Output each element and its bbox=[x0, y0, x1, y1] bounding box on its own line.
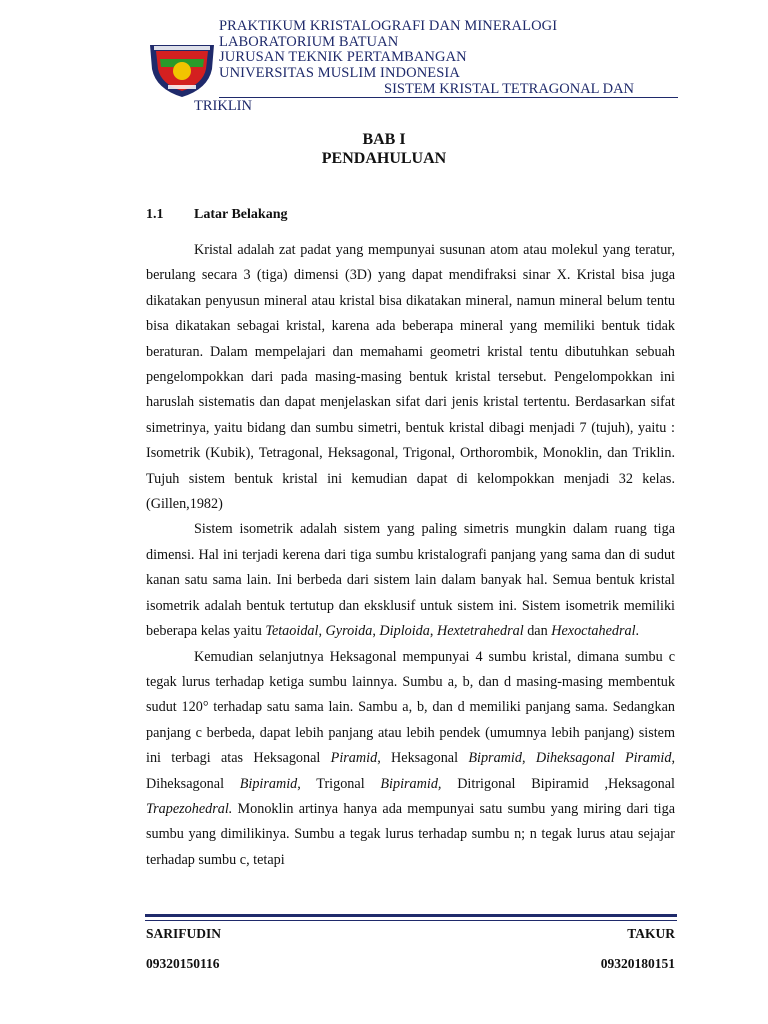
author-right-name: TAKUR bbox=[627, 926, 675, 941]
university-logo bbox=[146, 35, 218, 99]
text-run: , bbox=[429, 623, 437, 640]
italic-term: Diheksagonal Piramid bbox=[535, 750, 672, 767]
text-run: , bbox=[521, 750, 536, 767]
text-run: Ditrigonal Bipiramid ,Heksagonal bbox=[441, 775, 675, 792]
crest-bottom-banner bbox=[168, 85, 196, 89]
crest-top-banner bbox=[154, 46, 210, 50]
footer-author-left bbox=[146, 925, 221, 985]
italic-term: Bipiramid, bbox=[380, 775, 442, 792]
text-run: Monoklin artinya hanya ada mempunyai satu sumbu yang miring dari tiga sumbu yang dimilikinya. Sumbu a tegak lurus terhadap sumbu n; n tegak lurus atau sejajar terhadap sumbu c, tetapi bbox=[146, 800, 675, 868]
footer-divider-thick bbox=[145, 914, 677, 917]
header-line-3: JURUSAN TEKNIK PERTAMBANGAN bbox=[219, 49, 467, 65]
italic-term: Bipramid bbox=[468, 750, 522, 767]
header-line-4: UNIVERSITAS MUSLIM INDONESIA bbox=[219, 64, 460, 81]
text-run: , Trigonal bbox=[297, 775, 381, 792]
text-run: . bbox=[635, 623, 640, 640]
crest-yellow-center bbox=[173, 62, 191, 80]
text-run: dan bbox=[523, 623, 552, 640]
paragraph-2 bbox=[146, 517, 675, 644]
chapter-title: PENDAHULUAN bbox=[321, 150, 447, 167]
section-number: 1.1 bbox=[146, 207, 164, 222]
header-institution-block bbox=[219, 19, 557, 81]
header-subject-continued: TRIKLIN bbox=[194, 98, 252, 114]
text-run: Sistem isometrik adalah sistem yang paling simetris mungkin dalam ruang tiga dimensi. Hal ini terjadi kerena dari tiga sumbu kristalografi panjang yang sama dan di sudut kanan satu sama lain. Ini berbeda dari sistem lain dalam banyak hal. Semua bentuk kristal isometrik adalah bentuk tertutup dan eksklusif untuk sistem ini. Sistem isometrik memiliki beberapa kelas yaitu bbox=[146, 521, 675, 640]
chapter-number: BAB I bbox=[362, 131, 406, 148]
header-line-2: LABORATORIUM BATUAN bbox=[219, 33, 399, 50]
italic-term: Trapezohedral. bbox=[146, 800, 233, 817]
author-right-id: 09320180151 bbox=[600, 956, 675, 971]
footer-divider-thin bbox=[145, 920, 677, 921]
author-left-name: SARIFUDIN bbox=[146, 926, 222, 941]
italic-term: Hexoctahedral bbox=[551, 623, 636, 640]
text-run: Kristal adalah zat padat yang mempunyai susunan atom atau molekul yang teratur, berulang secara 3 (tiga) dimensi (3D) yang dapat mendifraksi sinar X. Kristal bisa juga dikatakan penyusun mineral atau kristal bisa dikatakan mineral, namun mineral belum tentu bisa dikatakan sebagai kristal, karena ada beberapa mineral yang memiliki bentuk tidak beraturan. Dalam mempelajari dan memahami geometri kristal tentu dibutuhkan sebuah pengelompokkan dari pada masing-masing bentuk kristal tersebut. Pengelompokkan ini haruslah sistematis dan dapat menjelaskan sifat dari jenis kristal tertentu. Berdasarkan sifat simetrinya, yaitu bidang dan sumbu simetri, bentuk kristal dibagi menjadi 7 (tujuh), yaitu : Isometrik (Kubik), Tetragonal, Heksagonal, Trigonal, Orthorombik, Monoklin, dan Triklin. Tujuh sistem bentuk kristal ini kemudian dapat di kelompokkan menjadi 32 kelas. (Gillen,1982) bbox=[146, 242, 675, 513]
university-crest-icon bbox=[146, 35, 218, 99]
author-left-id: 09320150116 bbox=[146, 956, 220, 971]
text-run: , bbox=[318, 623, 326, 640]
section-heading bbox=[146, 207, 287, 223]
italic-term: Diploida bbox=[379, 623, 430, 640]
paragraph-3 bbox=[146, 645, 675, 874]
text-run: Kemudian selanjutnya Heksagonal mempunyai 4 sumbu kristal, dimana sumbu c tegak lurus terhadap ketiga sumbu lainnya. Sumbu a, b, dan d masing-masing membentuk sudut 120° terhadap satu sama lain. Sambu a, b, dan d memiliki panjang sama. Sedangkan panjang c berbeda, dapat lebih panjang atau lebih pendek (umumnya lebih panjang) sistem ini terbagi atas Heksagonal bbox=[146, 648, 675, 767]
italic-term: Gyroida bbox=[325, 623, 373, 640]
paragraph-1 bbox=[146, 238, 675, 517]
text-run: , Diheksagonal bbox=[146, 750, 676, 792]
italic-term: Piramid bbox=[330, 750, 378, 767]
italic-term: Bipiramid bbox=[239, 775, 298, 792]
section-title: Latar Belakang bbox=[194, 207, 288, 222]
footer-author-right bbox=[601, 925, 675, 985]
header-subject: SISTEM KRISTAL TETRAGONAL DAN bbox=[384, 81, 635, 97]
text-run: , bbox=[372, 623, 380, 640]
italic-term: Hextetrahedral bbox=[436, 623, 524, 640]
body-text bbox=[146, 238, 675, 873]
text-run: , Heksagonal bbox=[377, 750, 469, 767]
header-divider bbox=[219, 97, 678, 98]
italic-term: Tetaoidal bbox=[265, 623, 319, 640]
header-line-1: PRAKTIKUM KRISTALOGRAFI DAN MINERALOGI bbox=[219, 18, 558, 34]
